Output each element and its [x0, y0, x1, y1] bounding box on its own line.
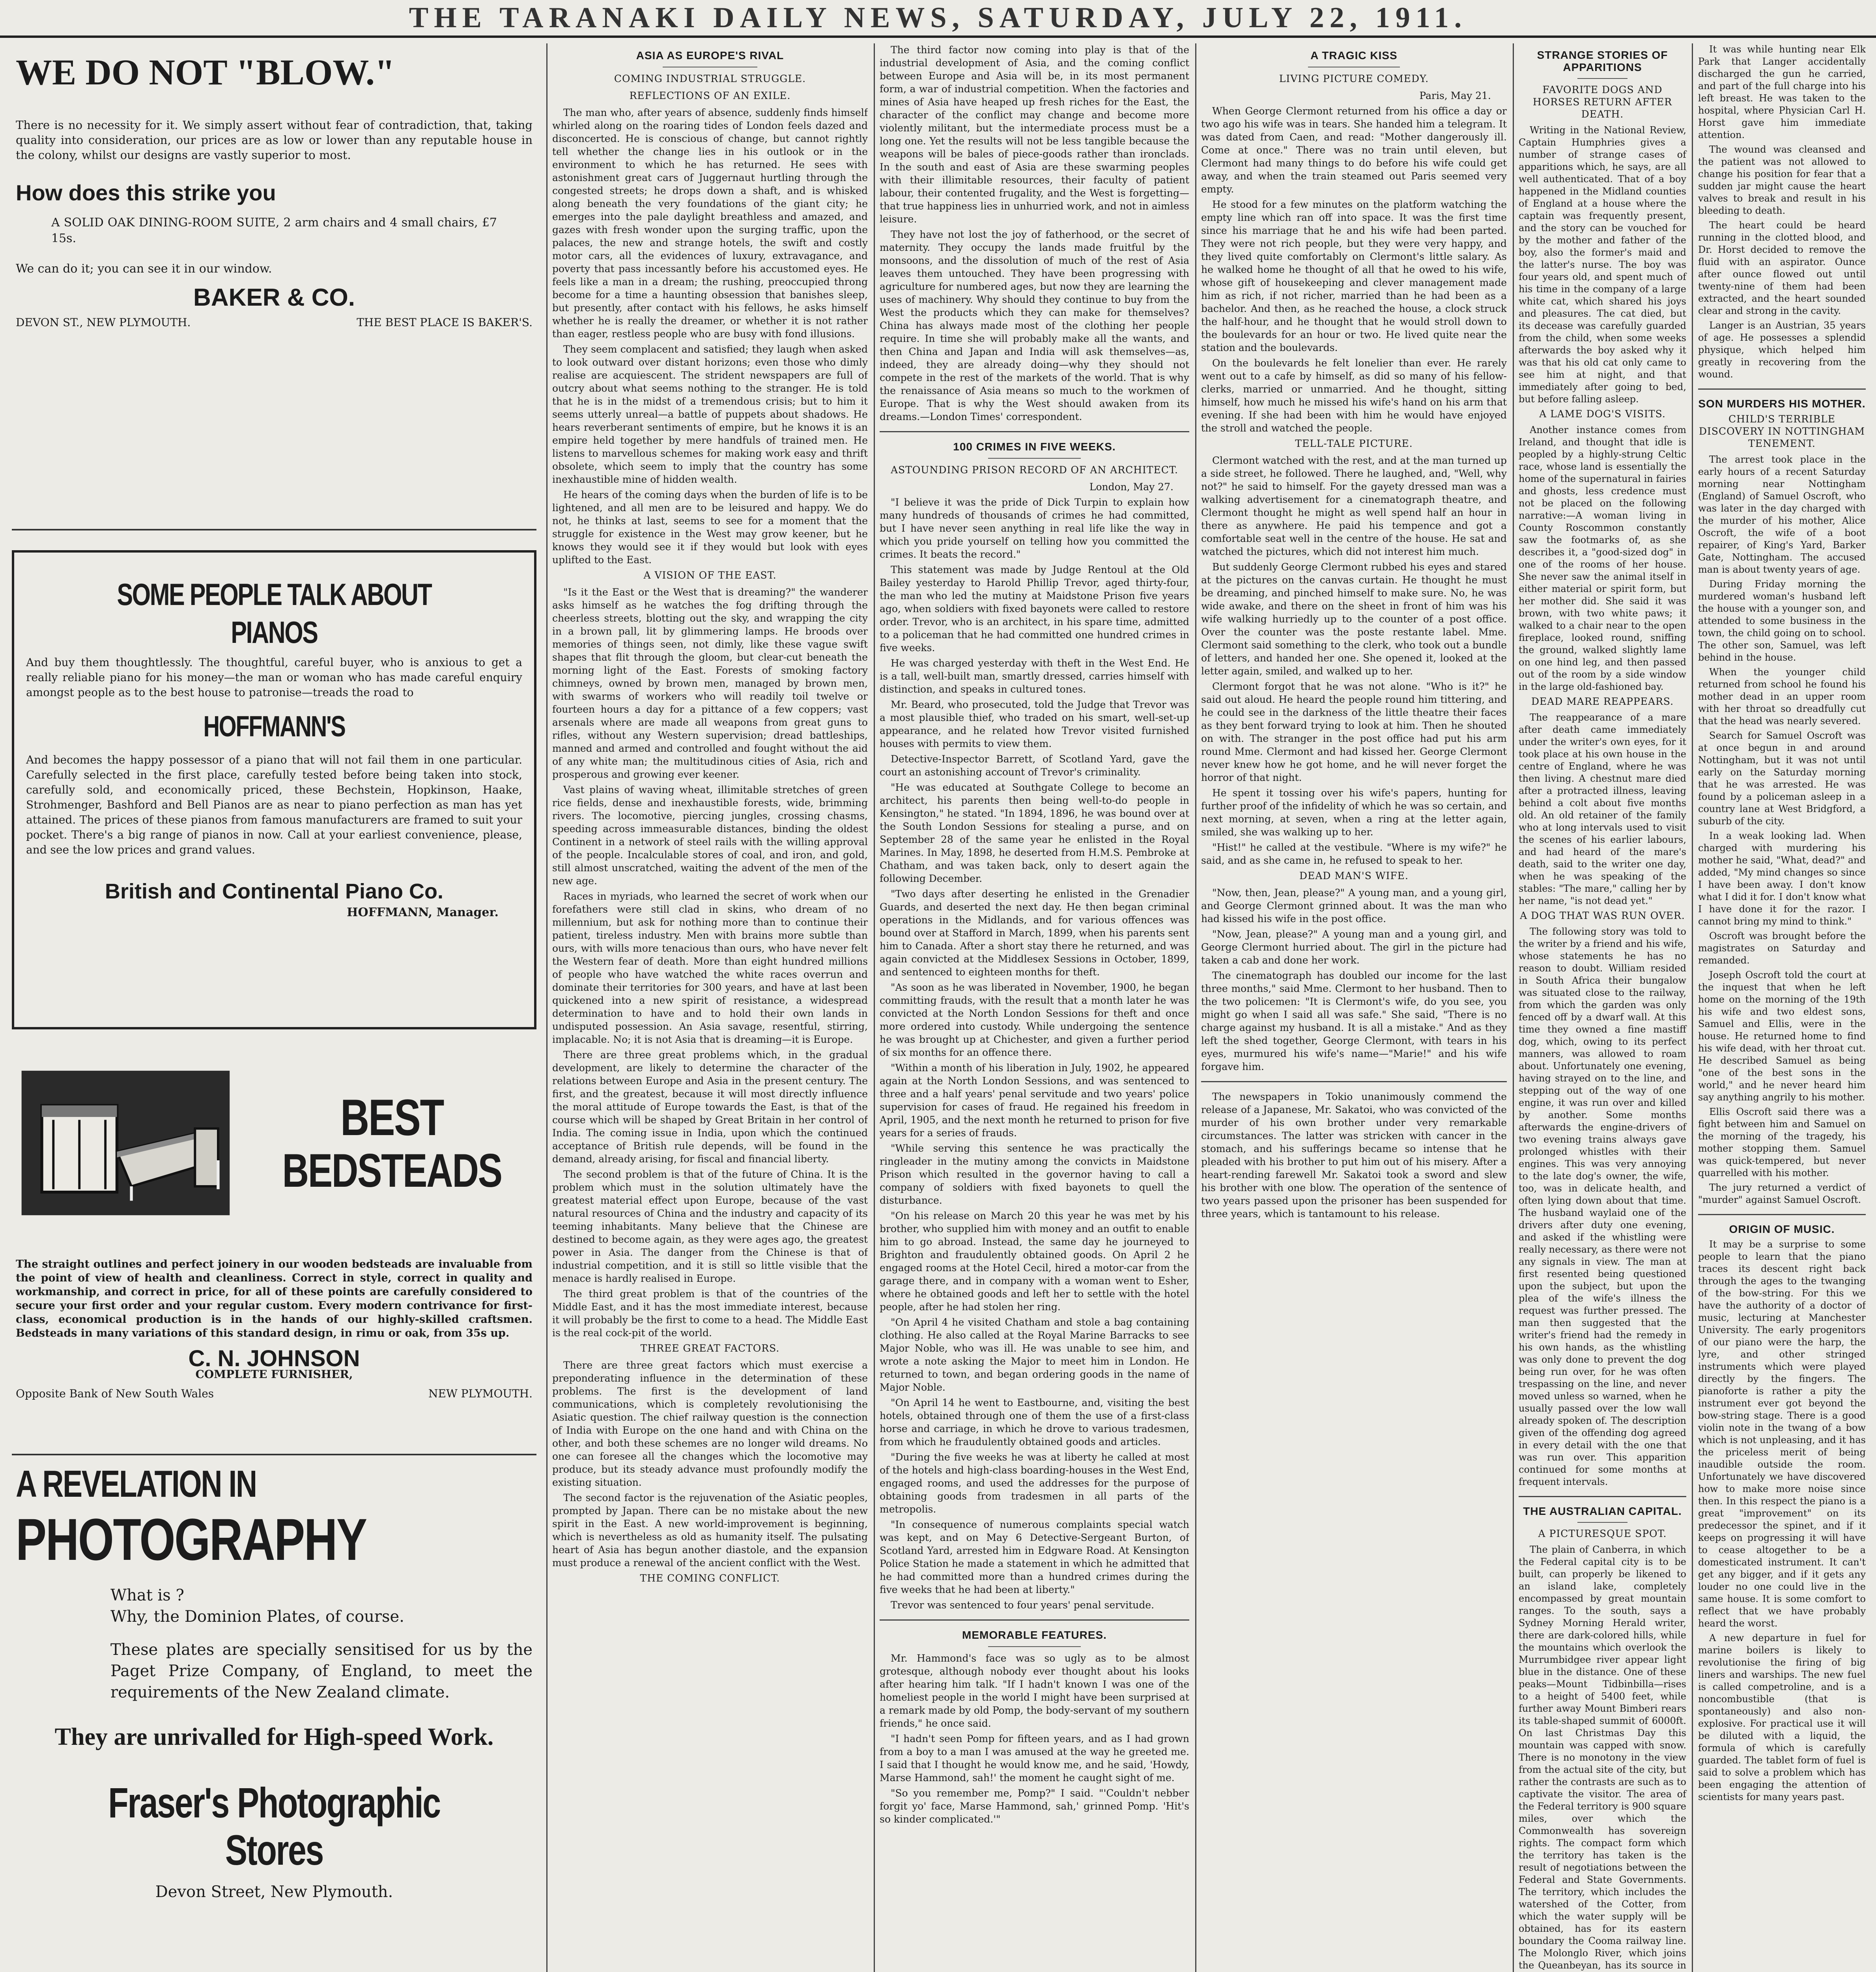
paragraph: "Within a month of his liberation in July, 1902, he appeared again at the North London Sessions, and was sentenced to three and a half years' penal servitude and two years' police supervision for cases of fraud. He regained his freedom in April, 1905, and the next month he returned to prison for five years for a series of frauds.	[880, 1062, 1189, 1139]
paragraph: The wound was cleansed and the patient was not allowed to change his position for fear that a sudden jar might cause the heart valves to break and result in his bleeding to death.	[1698, 144, 1866, 216]
paragraph: "Now, then, Jean, please?" A young man, and a young girl, and George Clermont grinned about. It was the man who had kissed his wife in the post office.	[1201, 887, 1507, 924]
paragraph: There are three great factors which must exercise a preponderating influence in the determination of these problems. The first is the development of land communications, which is completely revolutionising the Asiatic question. The chief railway question is the connection of India with Europe on the one hand and with China on the other, and both these schemes are no longer wild dreams. No one can foresee all the changes which the locomotive may produce, but its steady advance must profoundly modify the existing situation.	[552, 1359, 868, 1488]
ad-headline-2: PHOTOGRAPHY	[16, 1506, 366, 1572]
paragraph: This statement was made by Judge Rentoul at the Old Bailey yesterday to Harold Phillip Trevor, aged thirty-four, the man who led the mutiny at Maidstone Prison five years ago, when soldiers with fixed bayonets were called to restore order. Trevor, who is an architect, in his spare time, admitted to a policeman that he had committed one hundred crimes in five weeks.	[880, 564, 1189, 654]
column-kiss	[1201, 43, 1507, 1972]
paragraph: "Is it the East or the West that is dreaming?" the wanderer asks himself as he watches the fog drifting through the cheerless streets, blotting out the sky, and wrapping the city in a brown pall, lit by glimmering lamps. He broods over memories of things seen, not dimly, like these vague swift shapes that flit through the gloom, but clear-cut beneath the morning light of the East. Forests of smoking factory chimneys, owned by brown men, managed by brown men, with swarms of workers who will readily toil twelve or fourteen hours a day for a pittance of a few coppers; vast arsenals where are made all weapons from great guns to rifles, without any Western supervision; dread battleships, manned and armed and controlled and fought without the aid of any white man; the multitudinous cities of Asia, rich and prosperous and growing ever keener.	[552, 586, 868, 780]
ad-headline-1: BEST	[340, 1089, 443, 1146]
paragraph: The heart could be heard running in the clotted blood, and Dr. Horst decided to remove the fluid with an aspirator. Ounce after ounce flowed out until twenty-nine of them had been extracted, and the heart sounded clear and strong in the cavity.	[1698, 220, 1866, 316]
article-subheading: ASTOUNDING PRISON RECORD OF AN ARCHITECT.	[891, 464, 1178, 476]
paragraph: "On April 4 he visited Chatham and stole a bag containing clothing. He also called at the Royal Marine Barracks to see Major Noble, who was ill. He was unable to see him, and wrote a note asking the Major to meet him in London. He returned to town, and began ordering goods in the name of Major Noble.	[880, 1317, 1189, 1393]
paragraph: The jury returned a verdict of "murder" against Samuel Oscroft.	[1698, 1182, 1866, 1205]
article-subheading: CHILD'S TERRIBLE DISCOVERY IN NOTTINGHAM TENEMENT.	[1698, 413, 1865, 449]
column-rule	[1513, 43, 1514, 1972]
store-name: HOFFMANN'S	[203, 710, 345, 743]
paragraph: Writing in the National Review, Captain Humphries gives a number of strange cases of apparitions which, he says, are all well authenticated. That of a boy happened in the Midland counties of England at a house where the captain was frequently present, and the story can be vouched for by the mother and father of the boy, also the former's maid and the latter's nurse. The boy was four years old, and spent much of his time in the company of a large white cat, which shared his joys and pleasures. The cat died, but its decease was carefully guarded from the child, when some weeks afterwards the boy asked why it was that his old cat only came to see him at night, and that immediately after going to bed, but before falling asleep.	[1519, 125, 1686, 405]
company-name: British and Continental Piano Co.	[105, 880, 443, 903]
baker-ad	[12, 43, 536, 530]
paragraph: It may be a surprise to some people to learn that the piano traces its descent right back through the ages to the twanging of the bow-string. For this we have the authority of a doctor of music, lecturing at Manchester University. The early progenitors of our piano were the harp, the lyre, and other stringed instruments which were played directly by the fingers. The pianoforte is rather a pity the instrument ever got beyond the bow-string stage. There is a good violin note in the twang of a bow which is not unpleasing, and it has the priceless merit of being inaudible outside the room. Unfortunately we have discovered how to make more noise since then. In this respect the piano is a great "improvement" on its predecessor the spinet, and if it keeps on progressing it will have to cease altogether to be a domesticated instrument. It can't get any bigger, and if it gets any louder no one could live in the same house. It is some comfort to reflect that we have probably heard the worst.	[1698, 1239, 1866, 1629]
column-rule	[874, 43, 875, 1972]
ad-address	[16, 316, 533, 329]
article-heading: SON MURDERS HIS MOTHER.	[1698, 398, 1866, 410]
ad-address	[16, 1387, 533, 1400]
section-subheading: TELL-TALE PICTURE.	[1295, 438, 1413, 449]
paragraph: "Now, Jean, please?" A young man and a young girl, and George Clermont hurried about. The girl in the picture had taken a cab and done her work.	[1201, 928, 1507, 966]
dateline: Paris, May 21.	[1419, 90, 1491, 101]
article-subheading: LIVING PICTURE COMEDY.	[1279, 73, 1429, 84]
paragraph: Clermont watched with the rest, and at the man turned up a side street, he followed. There he laughed, and, "Well, why not?" he said to himself. For the gayety dressed man was a walking advertisement for a cinematograph theatre, and Clermont thought he might as well spend half an hour in there as anywhere. He paid his tempence and got a comfortable seat well in the centre of the house. He sat and watched the pictures, which did not interest him much.	[1201, 455, 1507, 557]
paragraph: The plain of Canberra, in which the Federal capital city is to be built, can properly be likened to an island lake, completely encompassed by great mountain ranges. To the south, says a Sydney Morning Herald writer, there are dark-colored hills, while the mountains which overlook the Murrumbidgee river appear light blue in the distance. One of these peaks—Mount Tidbinbilla—rises to a height of 5400 feet, while further away Mount Bimberi rears its table-shaped summit of 6000ft. On last Christmas Day this mountain was capped with snow. There is no monotony in the view from the actual site of the city, but rather the contrasts are such as to captivate the visitor. The area of the Federal territory is 900 square miles, over which the Commonwealth has sovereign rights. The compact form which the territory has taken is the result of negotiations between the Federal and State Governments. The territory, which includes the watershed of the Cotter, from which the water supply will be obtained, has for its eastern boundary the Cooma railway line. The Molonglo River, which joins the Queanbeyan, has its source in	[1519, 1544, 1686, 1971]
paragraph: "As soon as he was liberated in November, 1900, he began committing frauds, with the result that a month later he was convicted at the North London Sessions for theft and once more ordered into custody. While undergoing the sentence he was brought up at Chichester, and given a further period of six months for an offence there.	[880, 982, 1189, 1058]
paragraph: He was charged yesterday with theft in the West End. He is a tall, well-built man, smartly dressed, carries himself with distinction, and speaks in cultured tones.	[880, 657, 1189, 695]
paragraph: Clermont forgot that he was not alone. "Who is it?" he said out aloud. He heard the people round him tittering, and he could see in the darkness of the little theatre their faces as they bent forward trying to look at him. Then he shouted on with. The stranger in the post office had put his arm round Mme. Clermont and had kissed her. George Clermont never knew how he got home, and he will never forget the horror of that night.	[1201, 681, 1507, 783]
piano-ad	[12, 550, 536, 1029]
section-subheading: DEAD MAN'S WIFE.	[1299, 870, 1409, 881]
ad-headline: WE DO NOT "BLOW."	[16, 52, 395, 92]
paragraph: Trevor was sentenced to four years' penal servitude.	[891, 1599, 1155, 1611]
column-ghosts	[1519, 43, 1866, 1972]
article-subheading: REFLECTIONS OF AN EXILE.	[629, 90, 791, 101]
paragraph: There are three great problems which, in the gradual development, are likely to determine the character of the relations between Europe and Asia in the present century. The first, and the greatest, because it will most directly influence the moral attitude of Europe towards the East, is that of the course which will be shaped by Great Britain in her control of India. The coming issue in India, upon which the continued acceptance of British rule depends, will be found in the demand, already arising, for fiscal and financial liberty.	[552, 1049, 868, 1165]
section-subheading: A LAME DOG'S VISITS.	[1539, 408, 1666, 420]
dateline: London, May 27.	[1089, 481, 1173, 493]
paragraph: The arrest took place in the early hours of a recent Saturday morning near Nottingham (England) of Samuel Oscroft, who was later in the day charged with the murder of his mother, Alice Oscroft, the wife of a boot repairer, of King's Yard, Barker Gate, Nottingham. The accused man is about twenty years of age.	[1698, 454, 1866, 575]
paragraph: The newspapers in Tokio unanimously commend the release of a Japanese, Mr. Sakatoi, who was convicted of the murder of his own brother under very remarkable circumstances. The latter was stricken with cancer in the stomach, and his sufferings became so intense that he pleaded with his brother to put him out of his misery. After a heart-rending farewell Mr. Sakatoi took a sword and slew his brother with one blow. The operation of the sentence of two years passed upon the prisoner has been suspended for three years, which is tantamount to his release.	[1201, 1091, 1507, 1219]
paragraph: He spent it tossing over his wife's papers, hunting for further proof of the infidelity of which he was so certain, and next morning, at seven, when a ring at the letter again, smiled, she was walking up to her.	[1201, 787, 1507, 838]
paragraph: "I believe it was the pride of Dick Turpin to explain how many hundreds of thousands of crimes he had committed, but I have never seen anything in real life like the way in which you pride yourself on telling how you committed the crimes. It beats the record."	[880, 497, 1189, 560]
paragraph: Races in myriads, who learned the secret of work when our forefathers were still clad in skins, who dream of no millennium, but ask for nothing more than to continue their patient, tireless industry. Men with brains more subtle than ours, with wills more tenacious than ours, who have never felt the Western fear of death. More than eight hundred millions of people who have watched the white races overrun and dominate their territories for 300 years, and have at last been quickened into a new spirit of resistance, a widespread determination to have and to hold their own lands in undisputed possession. An Asia savage, resentful, stirring, implacable. No; it is not Asia that is dreaming—it is Europe.	[552, 891, 868, 1045]
article-heading: ASIA AS EUROPE'S RIVAL	[636, 49, 784, 62]
paragraph: Oscroft was brought before the magistrates on Saturday and remanded.	[1698, 930, 1866, 966]
paragraph: The man who, after years of absence, suddenly finds himself whirled along on the roaring tides of London feels dazed and disconcerted. He is conscious of change, but cannot rightly tell whether the change lies in his outlook or in the environment to which he has returned. He sees with astonishment great cars of Juggernaut hurtling through the congested streets; he drops down a shaft, and is whisked along beneath the very foundations of the giant city; he emerges into the pale daylight breathless and amazed, and gazes with fresh wonder upon the surging traffic, upon the palaces, the new and strange hotels, the swift and costly motor cars, all the evidences of luxury, extravagance, and poverty that pass incessantly before his accustomed eyes. He feels like a man in a dream; the rushing, preoccupied throng become for a time a haunting obsession that banishes sleep, but presently, after contact with his fellows, he asks himself whether he is really the dreamer, or whether it is not rather than eager, restless people who are busy with fond illusions.	[552, 107, 868, 340]
article-subheading: FAVORITE DOGS AND HORSES RETURN AFTER DEATH.	[1532, 84, 1672, 120]
column-asia	[552, 43, 868, 1972]
ad-question: How does this strike you	[16, 180, 276, 205]
brand-name: C. N. JOHNSON	[188, 1346, 360, 1371]
article-subheading: A PICTURESQUE SPOT.	[1538, 1528, 1667, 1539]
paragraph: They have not lost the joy of fatherhood, or the secret of maternity. They occupy the lands made fruitful by the monsoons, and the dissolution of much of the rest of Asia leaves them untouched. They have been progressing with agriculture for numbered ages, but now they are learning the uses of machinery. Why should they continue to buy from the West the products which they can make for themselves? China has always made most of the clothing her people require. In time she will probably make all the wants, and then China and Japan and India will ask themselves—as, indeed, they are already doing—why they should not compete in the rest of the markets of the world. That is why the renaissance of Asia means so much to the workmen of Europe. That is why the West should awaken from its dreams.—London Times' correspondent.	[880, 229, 1189, 422]
section-subheading: THREE GREAT FACTORS.	[640, 1343, 780, 1354]
ad-body: These plates are specially sensitised for us by the Paget Prize Company, of England, to meet the requirements of the New Zealand climate.	[110, 1641, 533, 1701]
paragraph: Langer is an Austrian, 35 years of age. He possesses a splendid physique, which helped him greatly in recovering from the wound.	[1698, 320, 1866, 380]
article-body	[1201, 1090, 1507, 1220]
paragraph: "On his release on March 20 this year he was met by his brother, who supplied him with money and an outfit to enable him to go abroad. Instead, the same day he journeyed to Brighton and fraudulently obtained goods. On April 2 he engaged rooms at the Hotel Cecil, hired a motor-car from the garage there, and in company with a woman went to Esher, where he obtained goods and left her to settle with the hotel people, after he had stolen her ring.	[880, 1210, 1189, 1313]
ad-cta: We can do it; you can see it in our window.	[16, 262, 272, 276]
manager-line: HOFFMANN, Manager.	[347, 906, 499, 919]
ad-body: The straight outlines and perfect joinery in our wooden bedsteads are invaluable from the point of view of health and cleanliness. Correct in style, correct in quality and workmanship, and correct in price, for all of these points are carefully considered to secure your first order and your regular custom. Every modern contrivance for first-class, economical production is in the hands of our highly-skilled craftsmen. Bedsteads in many variations of this standard design, in rimu or oak, from 35s up.	[16, 1258, 533, 1339]
paragraph: Search for Samuel Oscroft was at once begun in and around Nottingham, but it was not until early on the Saturday morning that he was arrested. He was found by a policeman asleep in a country lane at West Bridgford, a suburb of the city.	[1698, 730, 1866, 827]
paragraph: "During the five weeks he was at liberty he called at most of the hotels and high-class boarding-houses in the West End, engaged rooms, and used the addresses for the purpose of obtaining goods from tradesmen in all parts of the metropolis.	[880, 1451, 1189, 1515]
article-body	[880, 496, 1189, 1612]
paragraph: The cinematograph has doubled our income for the last three months," said Mme. Clermont to her husband. Then to the two policemen: "It is Clermont's wife, do you see, you might go when I said all was safe." She said, "There is no charge against my husband. It is all a mistake." And as they left the shed together, George Clermont, with tears in his eyes, murmured his wife's name—"Marie!" and his wife forgave him.	[1201, 970, 1507, 1072]
brand-name: BAKER & CO.	[193, 284, 355, 311]
ad-body: And becomes the happy possessor of a piano that will not fail them in one particular. Carefully selected in the first place, carefully tested before being taken into stock, carefully sold, and economically priced, these Bechstein, Hopkinson, Haake, Strohmenger, Bashford and Bell Pianos are as near to piano perfection as man has yet attained. The prices of these pianos from famous manufacturers are framed to suit your pocket. There's a big range of pianos in now. Call at your earliest convenience, please, and see the low prices and grand values.	[26, 753, 522, 856]
paragraph: Mr. Hammond's face was so ugly as to be almost grotesque, although nobody ever thought about his looks after hearing him talk. "If I hadn't known I was one of the homeliest people in the world I might have been surprised at a remark made by old Pomp, the body-servant of my southern friends," he once said.	[880, 1653, 1189, 1729]
paragraph: He stood for a few minutes on the platform watching the empty line which ran off into space. It was the first time since his marriage that he and his wife had been parted. They were not rich people, but they were very happy, and they lived quite comfortably on Clermont's little salary. As he walked home he thought of all that he owed to his wife, whose gift of housekeeping and clever management made him as rich, if not richer, married than he had been as a bachelor. And then, as he reached the house, a clock struck the half-hour, and he thought that he would stroll down to the boulevards for an hour or two. He lived quite near the station and the boulevards.	[1201, 199, 1507, 353]
address-left: DEVON ST., NEW PLYMOUTH.	[16, 316, 191, 329]
paragraph: "I hadn't seen Pomp for fifteen years, and as I had grown from a boy to a man I was amused at the way he greeted me. I said that I thought he would know me, and he said, 'Howdy, Marse Hammond, sah!' the moment he caught sight of me.	[880, 1733, 1189, 1783]
paragraph: The second factor is the rejuvenation of the Asiatic peoples, prompted by Japan. There can be no mistake about the new spirit in the East. A new world-improvement is beginning, which is nevertheless as old as humanity itself. The pulsating heart of Asia has begun another diastole, and the expansion must produce a renewal of the ancient conflict with the West.	[552, 1492, 868, 1569]
paragraph: The following story was told to the writer by a friend and his wife, whose statements he has no reason to doubt. William resided in South Africa their bungalow was situated close to the railway, from which the garden was only fenced off by a dwarf wall. At this time they owned a fine mastiff dog, which, owing to its perfect manners, was allowed to roam about. Unfortunately one evening, having strayed on to the line, and stepping out of the way of one engine, it was run over and killed by another. Some months afterwards the engine-drivers of two evening trains always gave prolonged whistles with their engines. This was very annoying to the late dog's owner, the wife, too, was in delicate health, and often lying down about that time. The husband waylaid one of the drivers after duty one evening, and asked if the whistling were really necessary, as there were not any signals in view. The man at first resented being questioned upon the subject, but upon the plea of the wife's illness the request was further pressed. The man then suggested that the writer's friend had the remedy in his own hands, as the whistling was only done to prevent the dog being run over, for he was often trespassing on the line, and never moved unless so warned, when he usually passed over the low wall already spoken of. The description given of the offending dog agreed in every detail with the one that was run over. This apparition continued for some months at frequent intervals.	[1519, 926, 1686, 1487]
paragraph: Ellis Oscroft said there was a fight between him and Samuel on the morning of the tragedy, his mother stopping them. Samuel was quick-tempered, but never quarrelled with his mother.	[1698, 1106, 1866, 1178]
question-2: Why, the Dominion Plates, of course.	[110, 1608, 404, 1626]
ad-headline: SOME PEOPLE TALK ABOUT PIANOS	[117, 577, 432, 650]
masthead: THE TARANAKI DAILY NEWS, SATURDAY, JULY 22, 1911.	[0, 0, 1876, 38]
paragraph: When George Clermont returned from his office a day or two ago his wife was in tears. She handed him a telegram. It was dated from Caen, and read: "Mother dangerously ill. Come at once." There was no train until eleven, but Clermont had many things to do before his wife could get away, and when the train steamed out Paris seemed very empty.	[1201, 105, 1507, 195]
article-body	[552, 106, 868, 1585]
paragraph: "Two days after deserting he enlisted in the Grenadier Guards, and deserted the next day. He then began criminal operations in the Midlands, and for various offences was bound over at Stafford in March, 1899, when his parents sent him to Canada. After a short stay there he returned, and was again convicted at the Middlesex Sessions in October, 1899, and sentenced to eighteen months for theft.	[880, 888, 1189, 978]
bedsteads-ad	[12, 1029, 536, 1455]
ad-headline-2: BEDSTEADS	[282, 1144, 502, 1197]
ad-intro: And buy them thoughtlessly. The thoughtful, careful buyer, who is anxious to get a really reliable piano for his money—the man or woman who has made careful enquiry amongst people as to the best house to patronise—treads the road to	[26, 656, 522, 699]
brand-title: COMPLETE FURNISHER,	[195, 1368, 353, 1381]
section-subheading: A VISION OF THE EAST.	[643, 570, 777, 581]
paragraph: "So you remember me, Pomp?" I said. "'Couldn't nebber forgit yo' face, Marse Hammond, sah,' grinned Pomp. 'Hit's so kinder complicated.'"	[880, 1787, 1189, 1825]
article-body	[1201, 105, 1507, 1073]
paragraph: But suddenly George Clermont rubbed his eyes and stared at the pictures on the canvas curtain. He thought he must be dreaming, and pinched himself to make sure. No, he was wide awake, and there on the sheet in front of him was his wife walking hurriedly up to the counter of a post office. Over the counter was the poste restante label. Mme. Clermont said something to the clerk, who took out a bundle of letters, and handed her one. She opened it, looked at the letter again, smiled, and walked up to her.	[1201, 561, 1507, 677]
article-heading: MEMORABLE FEATURES.	[962, 1629, 1107, 1641]
paragraph: Vast plains of waving wheat, illimitable stretches of green rice fields, dense and inexhaustible forests, wide, brimming rivers. The locomotive, piercing jungles, crossing chasms, speeding across immeasurable distances, binding the oldest Continent in a network of steel rails with the willing approval of the people. Incalculable stores of coal, and iron, and gold, still almost unscratched, waiting the advent of the men of the new age.	[552, 784, 868, 887]
paragraph: "While serving this sentence he was practically the ringleader in the mutiny among the convicts in Maidstone Prison which resulted in the governor having to call a company of soldiers with fixed bayonets to quell the disturbance.	[880, 1143, 1189, 1206]
paragraph: When the younger child returned from school he found his mother dead in an upper room with her throat so dreadfully cut that the head was nearly severed.	[1698, 667, 1866, 726]
section-subheading: THE COMING CONFLICT.	[640, 1572, 780, 1584]
ad-headline-1: A REVELATION IN	[16, 1463, 256, 1505]
paragraph: In a weak looking lad. When charged with murdering his mother he said, "What, dead?" and added, "My mind changes so since I have been away. I don't know what I did it for. I don't know what I have done it for the razor. I cannot bring my mind to think."	[1698, 830, 1866, 927]
article-body	[880, 1652, 1189, 1826]
paragraph: Mr. Beard, who prosecuted, told the Judge that Trevor was a most plausible thief, who traded on his smart, well-set-up appearance, and he related how Trevor visited furnished houses with permits to view them.	[880, 699, 1189, 749]
address-right: NEW PLYMOUTH.	[428, 1387, 533, 1400]
column-crimes	[880, 43, 1189, 1972]
store-name: Fraser's Photographic Stores	[108, 1779, 440, 1874]
article-body	[1519, 124, 1686, 1488]
paragraph: Another instance comes from Ireland, and thought that idle is peopled by a highly-strung Celtic race, whose land is essentially the home of the supernatural in fairies and ghosts, less credence must not be placed on the following narrative:—A woman living in County Roscommon constantly saw the footmarks of, as she describes it, a "good-sized dog" in one of the rooms of her house. She never saw the animal itself in either material or spirit form, but her mother did. She said it was brown, with two white paws; it walked to a chair near to the open fireplace, looked round, sniffing the ground, walked slightly lame on one hind leg, and then passed out of the room by a side window in the large old-fashioned bay.	[1519, 424, 1686, 692]
bedstead-illustration	[16, 1036, 235, 1249]
article-heading: STRANGE STORIES OF APPARITIONS	[1537, 49, 1668, 73]
paragraph: During Friday morning the murdered woman's husband left the house with a younger son, and attended to some business in the town, the child going on to school. The other son, Samuel, was left behind in the house.	[1698, 579, 1866, 663]
tagline: They are unrivalled for High-speed Work.	[54, 1724, 494, 1750]
store-address: Devon Street, New Plymouth.	[155, 1883, 393, 1901]
article-body-continued	[880, 43, 1189, 423]
paragraph: Joseph Oscroft told the court at the inquest that when he left home on the morning of the 19th his wife and two eldest sons, Samuel and Ellis, were in the house. He returned home to find his wife dead, with her throat cut. He described Samuel as being "one of the best sons in the world," and he never heard him say anything angrily to his mother.	[1698, 969, 1866, 1103]
ad-offer: A SOLID OAK DINING-ROOM SUITE, 2 arm chairs and 4 small chairs, £7 15s.	[51, 216, 497, 245]
article-heading: ORIGIN OF MUSIC.	[1729, 1223, 1835, 1235]
paragraph: "In consequence of numerous complaints special watch was kept, and on May 6 Detective-Sergeant Burton, of Scotland Yard, arrested him in Edgware Road. At Kensington Police Station he made a statement in which he admitted that he had committed more than a hundred crimes during the five weeks that he had been at liberty."	[880, 1519, 1189, 1595]
column-rule	[1195, 43, 1196, 1972]
paragraph: The third factor now coming into play is that of the industrial development of Asia, and the coming conflict between Europe and Asia will be, in its most permanent form, a war of industrial competition. When the factories and mines of Asia have heaped up fresh riches for the East, the character of the conflict may change and become more violently militant, but the intermediate process must be a long one. Yet the results will not be less tangible because the weapons will be bales of piece-goods rather than ironclads. In the south and east of Asia are these swarming peoples with their illimitable resources, their faculty of patient labour, their contented frugality, and the West is forgetting—that true happiness lies in unhurried work, and not in aimless leisure.	[880, 44, 1189, 225]
article-body	[1519, 1544, 1686, 1972]
section-subheading: A DOG THAT WAS RUN OVER.	[1520, 910, 1685, 921]
question-1: What is ?	[110, 1586, 184, 1604]
paragraph: "Hist!" he called at the vestibule. "Where is my wife?" he said, and as she came in, he refused to speak to her.	[1201, 842, 1507, 866]
paragraph: The reappearance of a mare after death came immediately under the writer's own eyes, for it took place at his own house in the centre of England, where he was then living. A chestnut mare died after a protracted illness, leaving behind a colt about five months old. An old retainer of the family who at long intervals used to visit the scenes of his earlier labours, and had heard of the mare's death, said to the writer one day, when he was speaking of the stables: "The mare," calling her by her name, "is not dead yet."	[1519, 712, 1686, 906]
address-right: THE BEST PLACE IS BAKER'S.	[357, 316, 533, 329]
paragraph: The third great problem is that of the countries of the Middle East, and it has the most immediate interest, because it will probably be the first to come to a head. The Middle East is the real cock-pit of the world.	[552, 1288, 868, 1339]
column-rule	[546, 43, 547, 1972]
ad-body: There is no necessity for it. We simply assert without fear of contradiction, that, taking quality into consideration, our prices are as low or lower than any reputable house in the colony, whilst our designs are vastly superior to most.	[16, 118, 533, 162]
article-heading: A TRAGIC KISS	[1310, 49, 1398, 62]
paragraph: Detective-Inspector Barrett, of Scotland Yard, gave the court an astonishing account of Trevor's criminality.	[880, 753, 1189, 778]
paragraph: A new departure in fuel for marine boilers is likely to revolutionise the firing of big liners and warships. The new fuel is called competroline, and is a noncombustible (that is spontaneously) and also non-explosive. For practical use it will be diluted with a liquid, the formula of which is carefully guarded. The tablet form of fuel is said to solve a problem which has been engaging the attention of scientists for many years past.	[1698, 1632, 1866, 1802]
paragraph: The second problem is that of the future of China. It is the problem which must in the solution ultimately have the greatest material effect upon Europe, because of the vast natural resources of China and the industry and capacity of its teeming inhabitants. Many believe that the Chinese are destined to become again, as they were ages ago, the greatest power in Asia. The danger from the Chinese is that of industrial competition, and it is still so little visible that the menace is hardly realised in Europe.	[552, 1169, 868, 1284]
article-heading: 100 CRIMES IN FIVE WEEKS.	[953, 441, 1116, 453]
paragraph: They seem complacent and satisfied; they laugh when asked to look outward over distant horizons; even those who dimly realise are acquiescent. The strident newspapers are full of outcry about what seems nothing to the stranger. He is told that he is in the midst of a tremendous crisis; but to him it seems utterly unreal—a battle of puppets about shadows. He hears reverberant sentiments of empire, but he knows it is an empire held together by mere handfuls of trained men. He listens to marvellous schemes for making work easy and thrift obsolete, which seem to imply that the country has some inexhaustible mine of hidden wealth.	[552, 344, 868, 485]
paragraph: "He was educated at Southgate College to become an architect, his parents then being well-to-do people in Kensington," he stated. "In 1894, 1896, he was bound over at the South London Sessions for stealing a purse, and on September 28 of the same year he enlisted in the Royal Marines. In May, 1898, he deserted from H.M.S. Pembroke at Chatham, and was taken back, only to desert again the following December.	[880, 782, 1189, 884]
paragraph: "On April 14 he went to Eastbourne, and, visiting the best hotels, obtained through one of them the use of a first-class horse and carriage, in which he drove to various tradesmen, from which he fraudulently obtained goods and articles.	[880, 1397, 1189, 1447]
paragraph: He hears of the coming days when the burden of life is to be lightened, and all men are to be leisured and happy. We do not, he thinks at last, seems to see for a moment that the struggle for existence in the West may grow keener, but he knows they would see it if they would but look with eyes uplifted to the East.	[552, 489, 868, 566]
photography-ad	[12, 1455, 536, 1972]
address-left: Opposite Bank of New South Wales	[16, 1387, 214, 1400]
article-heading: THE AUSTRALIAN CAPITAL.	[1523, 1505, 1682, 1517]
paragraph: It was while hunting near Elk Park that Langer accidentally discharged the gun he carried, and part of the full charge into his left breast. He was taken to the hospital, where Physician Carl H. Horst gave him immediate attention.	[1698, 44, 1866, 140]
section-subheading: DEAD MARE REAPPEARS.	[1531, 696, 1674, 707]
advertisements-column	[12, 43, 536, 1972]
paragraph: On the boulevards he felt lonelier than ever. He rarely went out to a cafe by himself, as did so many of his fellow-clerks, married or unmarried. And he thought, sitting himself, how much he missed his wife's hand on his arm that evening. If she had been with him he would have enjoyed the stroll and watched the people.	[1201, 357, 1507, 434]
article-subheading: COMING INDUSTRIAL STRUGGLE.	[614, 73, 806, 84]
